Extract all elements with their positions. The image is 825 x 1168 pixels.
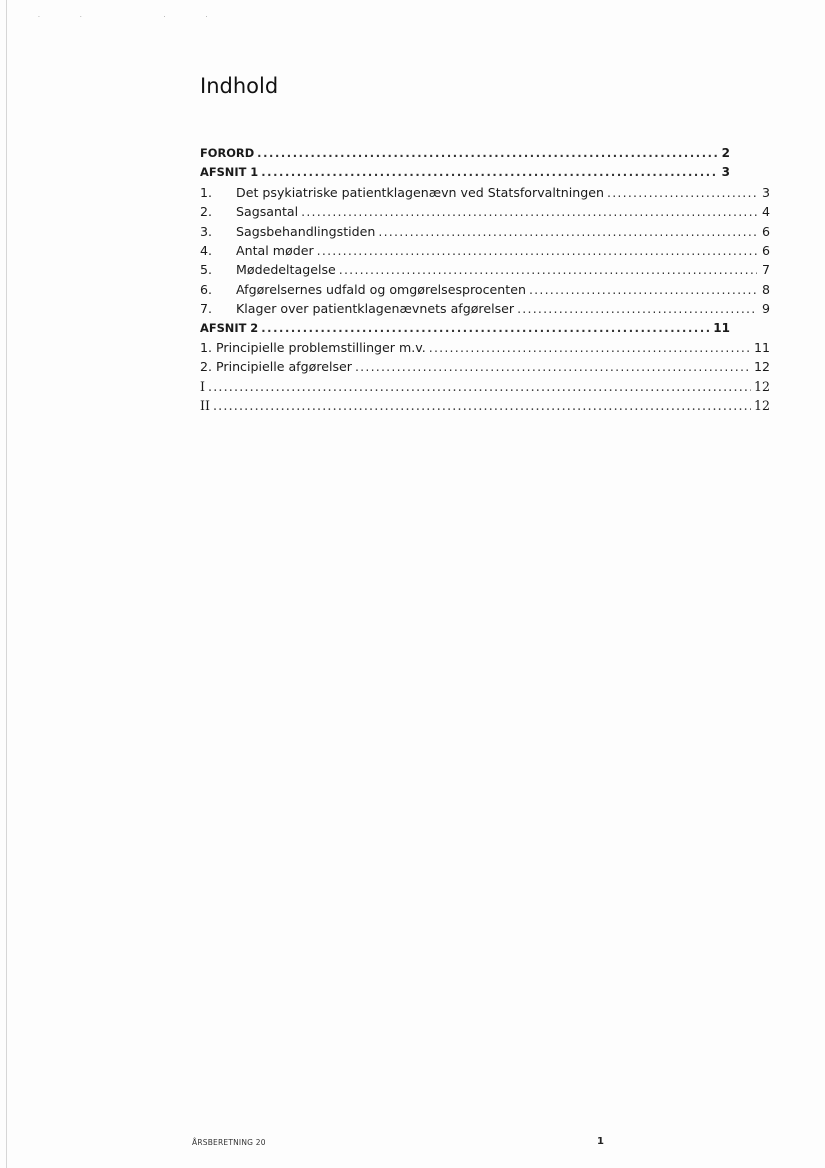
toc-entry-label: Klager over patientklagenævnets afgørelser [236,301,515,317]
toc-leader-dots [429,338,751,357]
toc-leader-dots [208,377,751,396]
toc-entry-number: 5. [200,262,213,278]
toc-entry-page: 2 [721,146,730,160]
toc-entry-page: 11 [753,339,770,355]
toc-entry-label: Mødedeltagelse [236,262,336,278]
toc-entry-page: 3 [721,165,730,180]
toc-entry-page: 9 [761,301,770,317]
footer-report-title: ÅRSBERETNING 20 [192,1138,266,1147]
toc-leader-dots [529,280,757,299]
toc-entry-page: 7 [761,262,770,278]
toc-entry-item-5[interactable] [200,260,770,279]
toc-entry-label: 2. Principielle afgørelser [200,359,352,375]
toc-entry-item-1[interactable] [200,183,770,202]
toc-leader-dots [317,241,757,260]
toc-leader-dots [517,299,757,318]
toc-entry-page: 12 [753,359,770,375]
toc-leader-dots [261,163,717,182]
toc-entry-item-6[interactable] [200,280,770,299]
toc-entry-number: 1. [200,184,213,200]
toc-entry-label: I [200,378,205,394]
toc-entry-label: Sagsbehandlingstiden [236,223,376,239]
toc-leader-dots [378,222,757,241]
table-of-contents [200,144,770,415]
toc-entry-label: Det psykiatriske patientklagenævn ved Statsforvaltningen [236,184,604,200]
toc-leader-dots [301,202,757,221]
toc-entry-number: 4. [200,242,213,258]
toc-entry-page: 6 [761,223,770,239]
toc-entry-item-7[interactable] [200,299,770,318]
toc-entry-page: 11 [713,320,730,335]
toc-entry-forord[interactable] [200,144,730,163]
toc-leader-dots [257,144,717,163]
toc-entry-label: II [200,398,210,414]
toc-entry-label: Antal møder [236,242,314,258]
toc-entry-afsnit-2[interactable] [200,319,730,338]
toc-entry-item-3[interactable] [200,222,770,241]
scan-corner-marks: ·· ·· [38,14,248,21]
toc-entry-page: 12 [753,398,770,414]
toc-entry-number: 6. [200,281,213,297]
toc-entry-item-2[interactable] [200,202,770,221]
toc-entry-label: Afgørelsernes udfald og omgørelsesprocenten [236,281,526,297]
toc-entry-item-4[interactable] [200,241,770,260]
toc-entry-page: 8 [761,281,770,297]
toc-entry-page: 3 [761,184,770,200]
toc-leader-dots [213,396,751,415]
toc-leader-dots [261,319,710,338]
toc-entry-roman-ii[interactable] [200,396,770,415]
toc-leader-dots [355,357,751,376]
toc-entry-page: 6 [761,242,770,258]
toc-leader-dots [607,183,757,202]
toc-entry-label: AFSNIT 2 [200,320,259,335]
toc-entry-number: 3. [200,223,213,239]
toc-entry-label: AFSNIT 1 [200,165,259,180]
toc-entry-principielle-problemstillinger[interactable] [200,338,770,357]
toc-entry-number: 2. [200,204,213,220]
toc-entry-label: Sagsantal [236,204,299,220]
toc-entry-page: 4 [761,204,770,220]
footer-page-number: 1 [597,1136,604,1147]
toc-entry-roman-i[interactable] [200,377,770,396]
scan-edge-line [6,0,7,1168]
toc-entry-principielle-afgoerelser[interactable] [200,357,770,376]
toc-entry-page: 12 [753,378,770,394]
toc-entry-afsnit-1[interactable] [200,163,730,182]
page-title: Indhold [200,74,279,98]
toc-entry-number: 7. [200,301,213,317]
toc-entry-label: 1. Principielle problemstillinger m.v. [200,339,426,355]
toc-entry-label: FORORD [200,146,255,160]
toc-leader-dots [339,260,757,279]
